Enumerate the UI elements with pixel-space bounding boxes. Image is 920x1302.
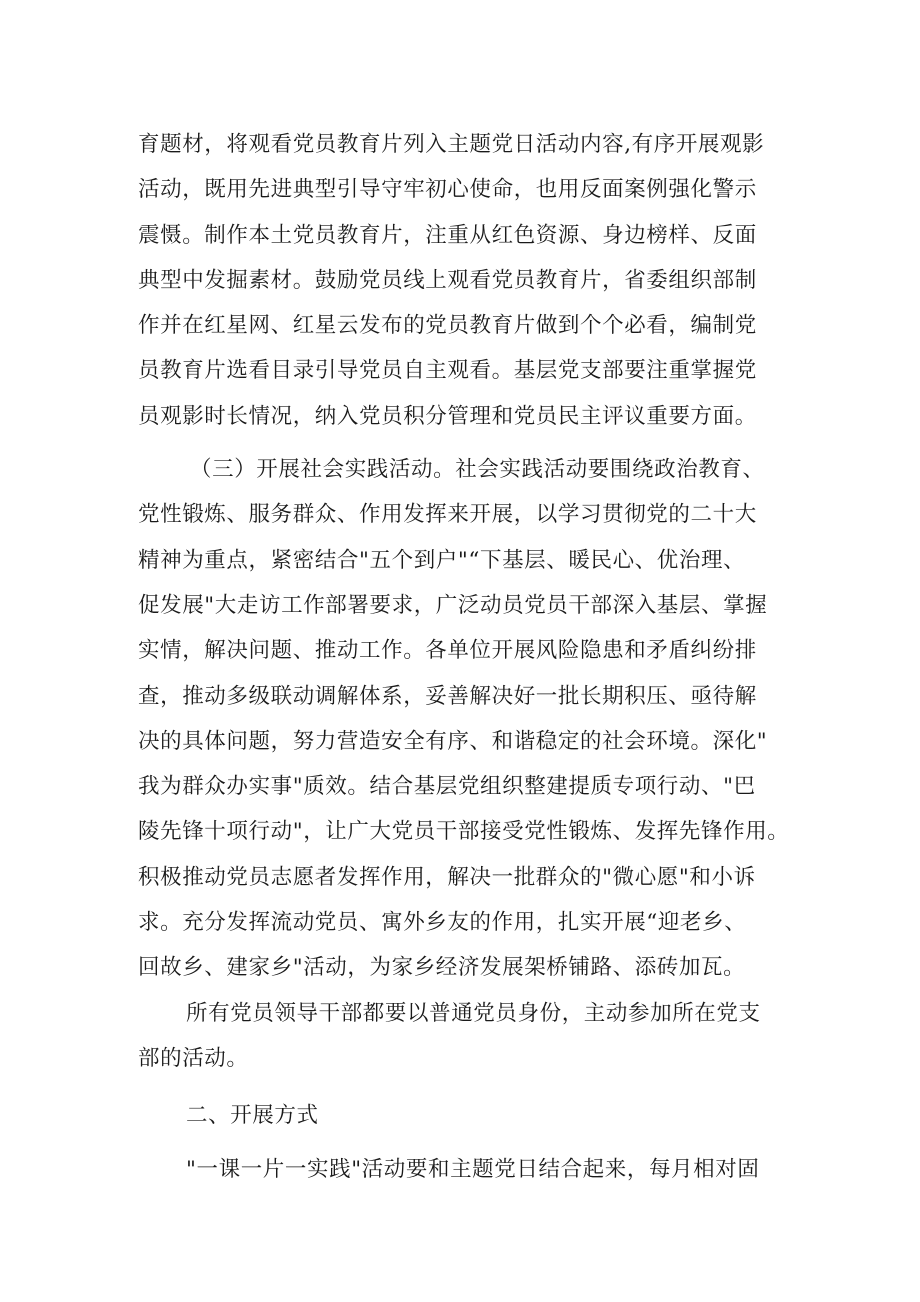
text-line: 积极推动党员志愿者发挥作用，解决一批群众的"微心愿"和小诉 bbox=[138, 864, 756, 890]
text-line: 震慑。制作本土党员教育片，注重从红色资源、身边榜样、反面 bbox=[138, 222, 757, 248]
paragraph-leaders-participation bbox=[138, 991, 798, 1082]
paragraph-method bbox=[138, 1147, 798, 1192]
text-line: 党性锻炼、服务群众、作用发挥来开展，以学习贯彻党的二十大 bbox=[138, 502, 757, 528]
text-line: 促发展"大走访工作部署要求，广泛动员党员干部深入基层、掌握 bbox=[138, 592, 768, 618]
text-line: 育题材，将观看党员教育片列入主题党日活动内容,有序开展观影 bbox=[138, 132, 765, 157]
text-line: 决的具体问题，努力营造安全有序、和谐稳定的社会环境。深化" bbox=[138, 728, 768, 754]
paragraph-film-education bbox=[138, 122, 798, 439]
text-line: 我为群众办实事"质效。结合基层党组织整建提质专项行动、"巴 bbox=[138, 774, 756, 800]
text-line: 查，推动多级联动调解体系，妥善解决好一批长期积压、亟待解 bbox=[138, 683, 757, 709]
paragraph-social-practice bbox=[138, 447, 798, 991]
text-line: 作并在红星网、红星云发布的党员教育片做到个个必看，编制党 bbox=[138, 313, 757, 339]
text-line: 陵先锋十项行动"，让广大党员干部接受党性锻炼、发挥先锋作用。 bbox=[138, 819, 790, 845]
text-line: 回故乡、建家乡"活动，为家乡经济发展架桥铺路、添砖加瓦。 bbox=[138, 955, 746, 981]
text-line: 员教育片选看目录引导党员自主观看。基层党支部要注重掌握党 bbox=[138, 358, 757, 384]
section-heading bbox=[138, 1093, 798, 1138]
document-body bbox=[138, 122, 798, 1192]
text-line: 实情，解决问题、推动工作。各单位开展风险隐患和矛盾纠纷排 bbox=[138, 638, 757, 664]
text-line: 活动，既用先进典型引导守牢初心使命，也用反面案例强化警示 bbox=[138, 177, 757, 203]
section-heading-text: 二、开展方式 bbox=[186, 1103, 319, 1129]
text-line: 精神为重点，紧密结合"五个到户"“下基层、暖民心、优治理、 bbox=[138, 547, 746, 573]
text-line: 部的活动。 bbox=[138, 1045, 249, 1071]
text-line: 求。充分发挥流动党员、寓外乡友的作用，扎实开展“迎老乡、 bbox=[138, 910, 747, 936]
text-line: 典型中发掘素材。鼓励党员线上观看党员教育片，省委组织部制 bbox=[138, 267, 757, 293]
text-line: "一课一片一实践"活动要和主题党日结合起来，每月相对固 bbox=[186, 1156, 760, 1182]
text-line: 所有党员领导干部都要以普通党员身份，主动参加所在党支 bbox=[186, 1000, 761, 1026]
text-line: 员观影时长情况，纳入党员积分管理和党员民主评议重要方面。 bbox=[138, 403, 757, 429]
text-line: （三）开展社会实践活动。社会实践活动要围绕政治教育、 bbox=[190, 457, 765, 483]
